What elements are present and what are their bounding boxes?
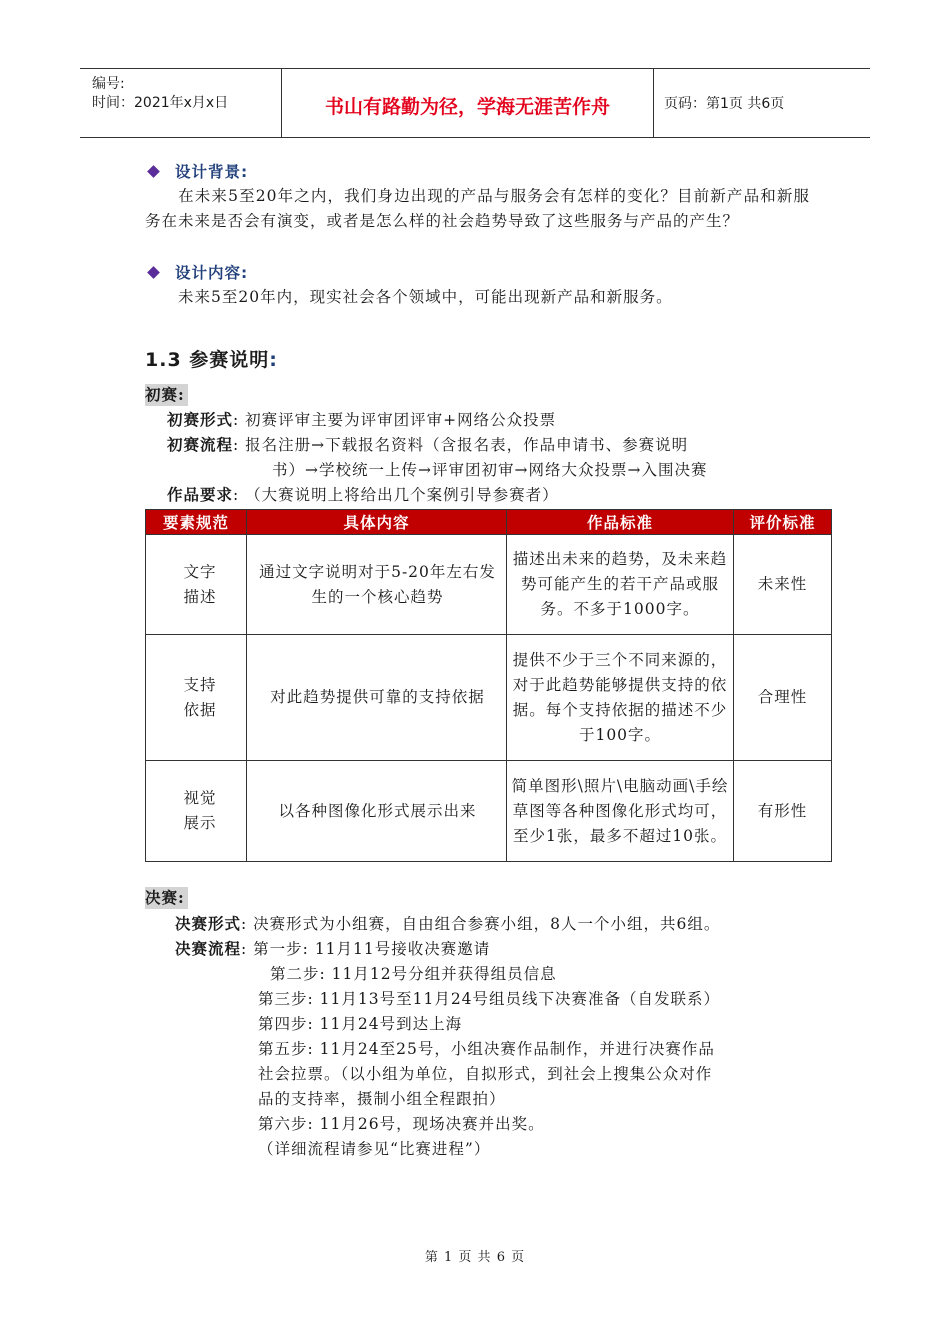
design-content-label: 设计内容: <box>175 264 249 282</box>
col-header-element: 要素规范 <box>146 510 247 535</box>
section-title: 1.3 参赛说明: <box>145 349 278 371</box>
table-row <box>146 535 832 635</box>
cell-content: 通过文字说明对于5-20年左右发生的一个核心趋势 <box>247 535 507 635</box>
col-header-criterion: 评价标准 <box>734 510 832 535</box>
final-tag: 决赛: <box>145 887 188 909</box>
design-background-label: 设计背景: <box>175 163 249 181</box>
final-process: 决赛流程: 第一步: 11月11号接收决赛邀请 <box>175 939 491 958</box>
table-row <box>146 635 832 761</box>
cell-content: 对此趋势提供可靠的支持依据 <box>247 635 507 761</box>
header-page-info: 页码：第1页 共6页 <box>664 96 785 112</box>
header-motto: 书山有路勤为径，学海无涯苦作舟 <box>282 69 654 137</box>
table-header-row <box>146 510 832 535</box>
preliminary-tag: 初赛: <box>145 384 188 406</box>
preliminary-form: 初赛形式: 初赛评审主要为评审团评审+网络公众投票 <box>167 410 557 429</box>
final-step-6: 第六步: 11月26号，现场决赛并出奖。 <box>258 1115 545 1133</box>
diamond-bullet-icon <box>147 266 160 279</box>
cell-element: 视觉展示 <box>146 761 247 862</box>
cell-content: 以各种图像化形式展示出来 <box>247 761 507 862</box>
cell-element: 支持依据 <box>146 635 247 761</box>
time-label: 时间：2021年x月x日 <box>92 95 229 111</box>
page-footer: 第 1 页 共 6 页 <box>424 1250 526 1265</box>
cell-standard: 简单图形\照片\电脑动画\手绘草图等各种图像化形式均可，至少1张，最多不超过10张。 <box>507 761 734 862</box>
design-content-heading <box>145 260 248 284</box>
cell-criterion: 未来性 <box>734 535 832 635</box>
page-header <box>80 68 870 138</box>
cell-criterion: 有形性 <box>734 761 832 862</box>
cell-criterion: 合理性 <box>734 635 832 761</box>
final-form: 决赛形式: 决赛形式为小组赛，自由组合参赛小组，8人一个小组，共6组。 <box>175 914 721 933</box>
final-step-5-cont: 社会拉票。（以小组为单位，自拟形式，到社会上搜集公众对作 <box>258 1065 713 1083</box>
preliminary-process-cont: 书）→学校统一上传→评审团初审→网络大众投票→入围决赛 <box>272 461 708 479</box>
final-step-2: 第二步: 11月12号分组并获得组员信息 <box>270 965 557 983</box>
design-background-text: 在未来5至20年之内，我们身边出现的产品与服务会有怎样的变化？目前新产品和新服务在未来是否会有演变，或者是怎么样的社会趋势导致了这些服务与产品的产生？ <box>145 187 810 230</box>
cell-standard: 提供不少于三个不同来源的，对于此趋势能够提供支持的依据。每个支持依据的描述不少于100字。 <box>507 635 734 761</box>
serial-label: 编号: <box>92 76 125 92</box>
diamond-bullet-icon <box>147 165 160 178</box>
design-background-heading <box>145 159 248 183</box>
cell-standard: 描述出未来的趋势，及未来趋势可能产生的若干产品或服务。不多于1000字。 <box>507 535 734 635</box>
requirements-table <box>145 509 832 862</box>
cell-element: 文字描述 <box>146 535 247 635</box>
col-header-standard: 作品标准 <box>507 510 734 535</box>
design-content-text: 未来5至20年内，现实社会各个领域中，可能出现新产品和新服务。 <box>178 288 673 306</box>
final-step-3: 第三步: 11月13号至11月24号组员线下决赛准备（自发联系） <box>258 990 721 1008</box>
final-note: （详细流程请参见“比赛进程”） <box>258 1140 491 1158</box>
preliminary-works: 作品要求: （大赛说明上将给出几个案例引导参赛者） <box>167 485 559 504</box>
final-step-5: 第五步: 11月24至25号，小组决赛作品制作，并进行决赛作品 <box>258 1040 715 1058</box>
preliminary-process: 初赛流程: 报名注册→下载报名资料（含报名表，作品申请书、参赛说明 <box>167 435 689 454</box>
final-step-4: 第四步: 11月24号到达上海 <box>258 1015 463 1033</box>
header-meta <box>80 69 282 137</box>
table-row <box>146 761 832 862</box>
final-step-5-cont: 品的支持率，摄制小组全程跟拍） <box>258 1090 506 1108</box>
col-header-content: 具体内容 <box>247 510 507 535</box>
